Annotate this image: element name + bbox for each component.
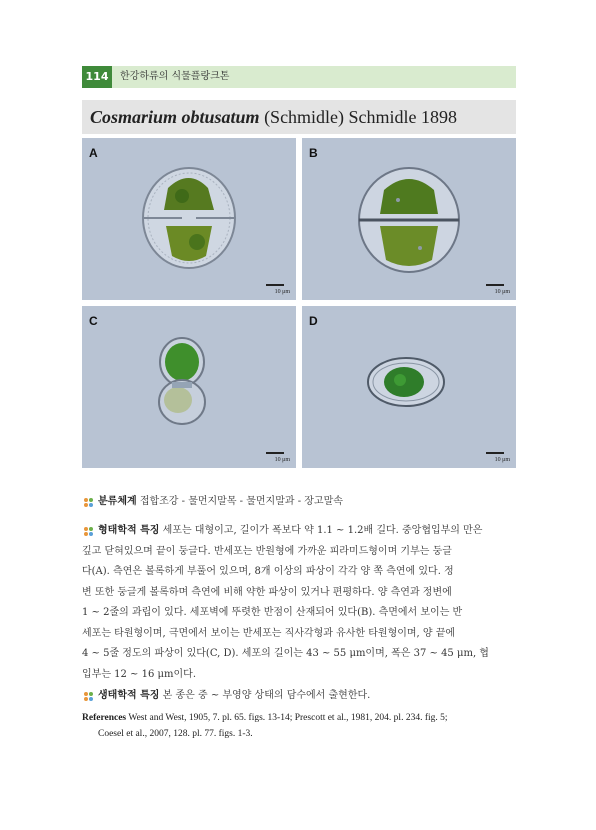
morphology-label: 형태학적 특징 — [98, 525, 160, 536]
morphology-line: 깊고 닫혀있으며 끝이 둥글다. 반세포는 반원형에 가까운 피라미드형이며 기부는 둥글 — [82, 545, 452, 557]
micrograph-c — [82, 306, 296, 468]
ecology-text: 본 종은 중 ~ 부영양 상태의 담수에서 출현한다. — [162, 690, 371, 701]
figure-letter: D — [309, 314, 318, 328]
bullet-icon — [84, 527, 93, 536]
scale-label: 10 μm — [494, 289, 510, 295]
scale-label: 10 μm — [274, 289, 290, 295]
references-label: References — [82, 713, 127, 723]
references — [82, 710, 522, 742]
cell-image-b — [302, 138, 516, 300]
classification-label: 분류체계 — [98, 496, 137, 507]
figure-letter: A — [89, 146, 98, 160]
figure-letter: C — [89, 314, 98, 328]
cell-image-a — [82, 138, 296, 300]
morphology-line: 다(A). 측연은 볼록하게 부풀어 있으며, 8개 이상의 파상이 각각 양 쪽 측연에 있다. 정 — [82, 566, 454, 577]
authority: (Schmidle) Schmidle 1898 — [264, 107, 458, 127]
ecology-label: 생태학적 특징 — [98, 690, 160, 701]
morphology-line: 변 또한 둥글게 볼록하며 측연에 비해 약한 파상이 있거나 편평하다. 양 측연과 정변에 — [82, 586, 452, 598]
ecology-section — [98, 686, 370, 707]
classification-section — [98, 492, 343, 513]
scale-bar — [266, 452, 284, 454]
micrograph-b — [302, 138, 516, 300]
running-header — [82, 66, 516, 88]
scale-label: 10 μm — [274, 457, 290, 463]
species-title — [90, 100, 457, 134]
scale-label: 10 μm — [494, 457, 510, 463]
morphology-line: 1 ~ 2줄의 과립이 있다. 세포벽에 뚜렷한 반점이 산재되어 있다(B). 측면에서 보이는 반 — [82, 607, 463, 618]
page-number: 114 — [82, 66, 112, 88]
cell-image-c — [82, 306, 296, 468]
cell-image-d — [302, 306, 516, 468]
bullet-icon — [84, 498, 93, 507]
scale-bar — [486, 452, 504, 454]
morphology-section — [98, 521, 482, 542]
bullet-icon — [84, 692, 93, 701]
species-title-box — [82, 100, 516, 134]
micrograph-d — [302, 306, 516, 468]
classification-text: 접합조강 - 물먼지말목 - 물먼지말과 - 장고말속 — [139, 496, 343, 507]
references-line: Coesel et al., 2007, 128. pl. 77. figs. 1-3. — [98, 729, 253, 739]
scale-bar — [486, 284, 504, 286]
morphology-continuation — [82, 542, 489, 686]
morphology-line: 형태학적 특징 세포는 대형이고, 길이가 폭보다 약 1.1 ~ 1.2배 길다. 중앙협입부의 만은 — [98, 525, 483, 536]
figure-letter: B — [309, 146, 318, 160]
morphology-line: 세포는 타원형이며, 극면에서 보이는 반세포는 직사각형과 유사한 타원형이며, 양 끝에 — [82, 627, 456, 639]
micrograph-a — [82, 138, 296, 300]
scale-bar — [266, 284, 284, 286]
morphology-line: 입부는 12 ~ 16 μm이다. — [82, 668, 197, 680]
morphology-line: 4 ~ 5줄 정도의 파상이 있다(C, D). 세포의 길이는 43 ~ 55 μm이며, 폭은 37 ~ 45 μm, 협 — [82, 648, 489, 659]
scientific-name: Cosmarium obtusatum — [90, 107, 260, 127]
references-line: References West and West, 1905, 7. pl. 65. figs. 13-14; Prescott et al., 1981, 204. pl. 234. fig. 5; — [82, 713, 448, 723]
book-title: 한강하류의 식물플랑크톤 — [120, 71, 230, 82]
